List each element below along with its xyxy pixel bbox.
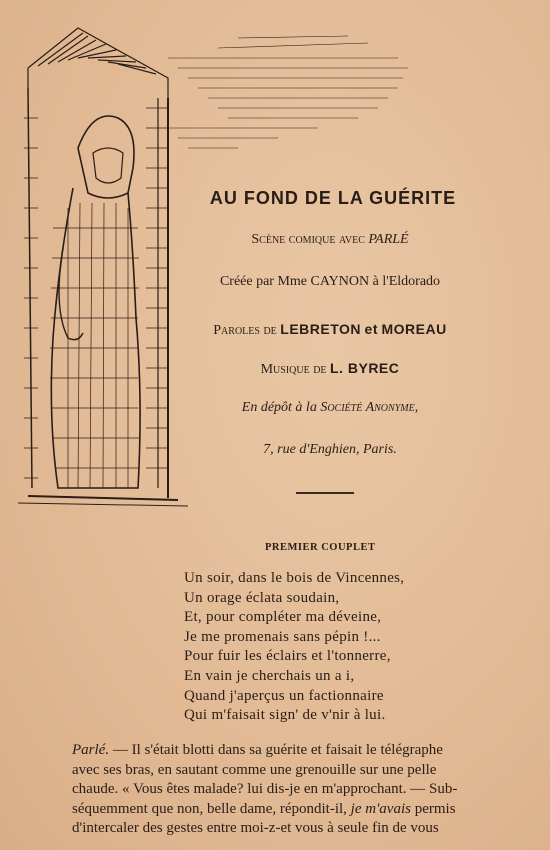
verse-line: Un orage éclata soudain, (184, 589, 340, 606)
subtitle-prefix: Scène comique avec (251, 232, 365, 247)
prose-text: séquemment que non, belle dame, répondit-il, (72, 800, 347, 817)
verse-line: Un soir, dans le bois de Vincennes, (184, 570, 405, 586)
lyrics-author-2: MOREAU (381, 321, 447, 337)
prose-line (72, 741, 518, 761)
verse-block (184, 569, 404, 726)
verse-line: Pour fuir les éclairs et l'tonnerre, (184, 648, 391, 665)
deposit-prefix: En dépôt à la (241, 400, 317, 415)
parle-label: Parlé. (72, 742, 110, 758)
address-line: 7, rue d'Enghien, Paris. (263, 442, 397, 457)
prose-line: d'intercaler des gestes entre moi-z-et vous à seule fin de vous (72, 820, 439, 837)
prose-line: avec ses bras, en sautant comme une grenouille sur une pelle (72, 761, 437, 778)
verse-line: Je me promenais sans pépin !... (184, 628, 381, 645)
prose-text: — Il s'était blotti dans sa guérite et faisait le télégraphe (109, 742, 443, 758)
lyrics-and: et (364, 321, 378, 337)
subtitle-line (170, 232, 490, 248)
prose-line: chaude. « Vous êtes malade? lui dis-je en m'approchant. — Sub- (72, 781, 458, 798)
verse-line: Et, pour compléter ma déveine, (184, 609, 382, 626)
verse-line: Quand j'aperçus un factionnaire (184, 687, 384, 704)
verse-line: En vain je cherchais un a i, (184, 667, 355, 684)
parle-paragraph (72, 741, 518, 839)
music-author: L. BYREC (330, 360, 400, 376)
verse-line: Qui m'faisait sign' de v'nir à lui. (184, 707, 386, 724)
music-line (170, 360, 490, 378)
deposit-line (170, 400, 490, 416)
lyrics-author-1: LEBRETON (280, 321, 362, 337)
sentry-box-illustration (18, 18, 418, 508)
lyrics-line (170, 321, 490, 339)
music-prefix: Musique de (260, 362, 327, 377)
prose-text: permis (410, 800, 456, 817)
deposit-company: Société Anonyme, (320, 400, 419, 415)
creation-line: Créée par Mme CAYNON à l'Eldorado (219, 274, 441, 289)
song-title: AU FOND DE LA GUÉRITE (209, 188, 457, 208)
couplet-heading: PREMIER COUPLET (265, 542, 376, 553)
prose-line (72, 800, 518, 820)
subtitle-parle: PARLÉ (368, 232, 409, 247)
prose-italic: je m'avais (346, 800, 411, 817)
divider-rule (296, 492, 354, 494)
lyrics-prefix: Paroles de (213, 323, 277, 338)
